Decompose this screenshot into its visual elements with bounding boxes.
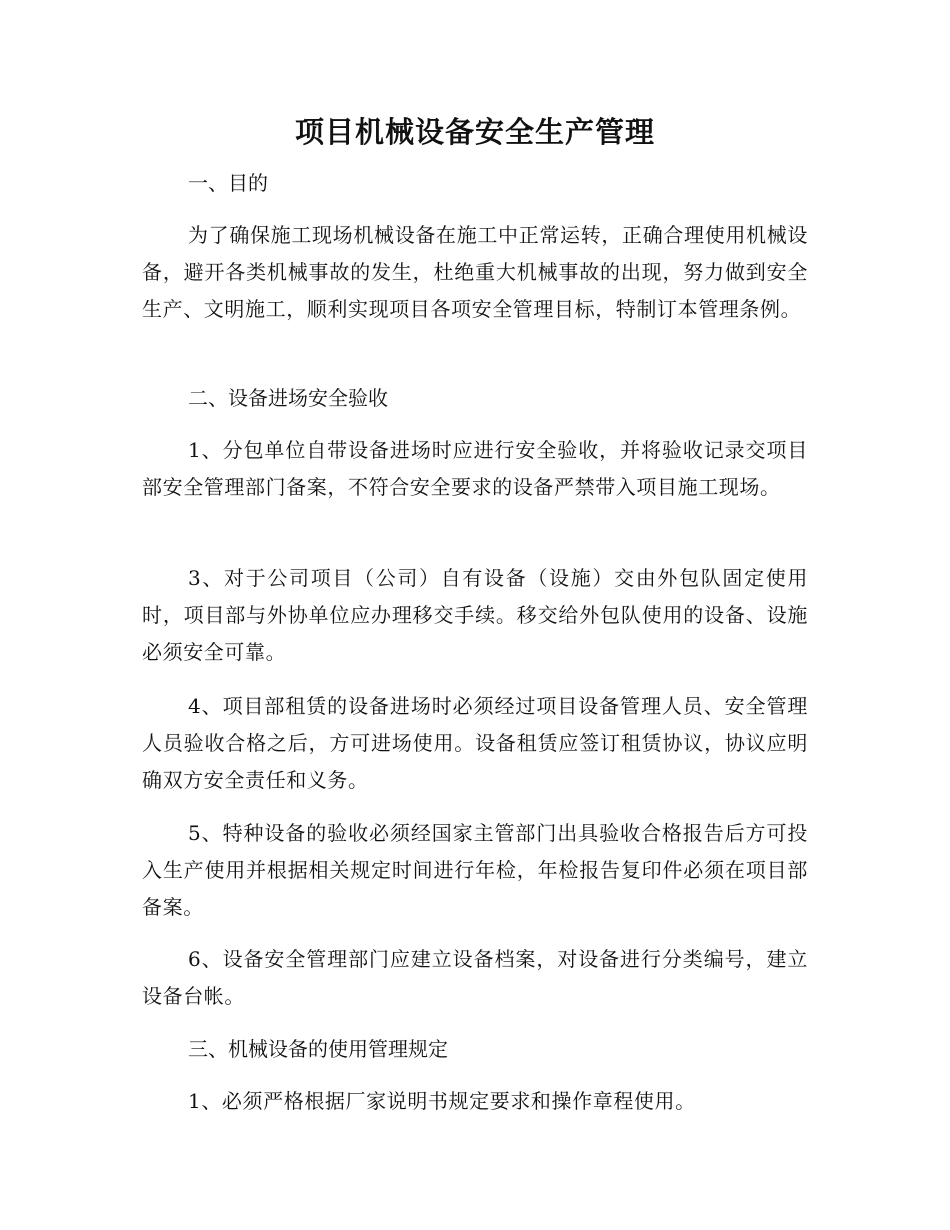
paragraph-item-6: 6、设备安全管理部门应建立设备档案，对设备进行分类编号，建立设备台帐。 xyxy=(142,947,808,1008)
document-title: 项目机械设备安全生产管理 xyxy=(294,115,655,149)
paragraph-item-4: 4、项目部租赁的设备进场时必须经过项目设备管理人员、安全管理人员验收合格之后，方可进场使用。设备租赁应签订租赁协议，协议应明确双方安全责任和义务。 xyxy=(142,694,808,792)
paragraph-item-3: 3、对于公司项目（公司）自有设备（设施）交由外包队固定使用时，项目部与外协单位应办理移交手续。移交给外包队使用的设备、设施必须安全可靠。 xyxy=(142,566,808,664)
paragraph-item-1: 1、分包单位自带设备进场时应进行安全验收，并将验收记录交项目部安全管理部门备案，不符合安全要求的设备严禁带入项目施工现场。 xyxy=(142,438,808,499)
section-heading-usage: 三、机械设备的使用管理规定 xyxy=(188,1037,448,1061)
paragraph-purpose: 为了确保施工现场机械设备在施工中正常运转，正确合理使用机械设备，避开各类机械事故的发生，杜绝重大机械事故的出现，努力做到安全生产、文明施工，顺利实现项目各项安全管理目标，特制订本管理条例。 xyxy=(142,223,808,321)
paragraph-usage-item-1: 1、必须严格根据厂家说明书规定要求和操作章程使用。 xyxy=(188,1089,696,1113)
section-heading-acceptance: 二、设备进场安全验收 xyxy=(188,386,388,410)
section-heading-purpose: 一、目的 xyxy=(188,171,268,195)
paragraph-item-5: 5、特种设备的验收必须经国家主管部门出具验收合格报告后方可投入生产使用并根据相关规定时间进行年检，年检报告复印件必须在项目部备案。 xyxy=(142,821,808,919)
